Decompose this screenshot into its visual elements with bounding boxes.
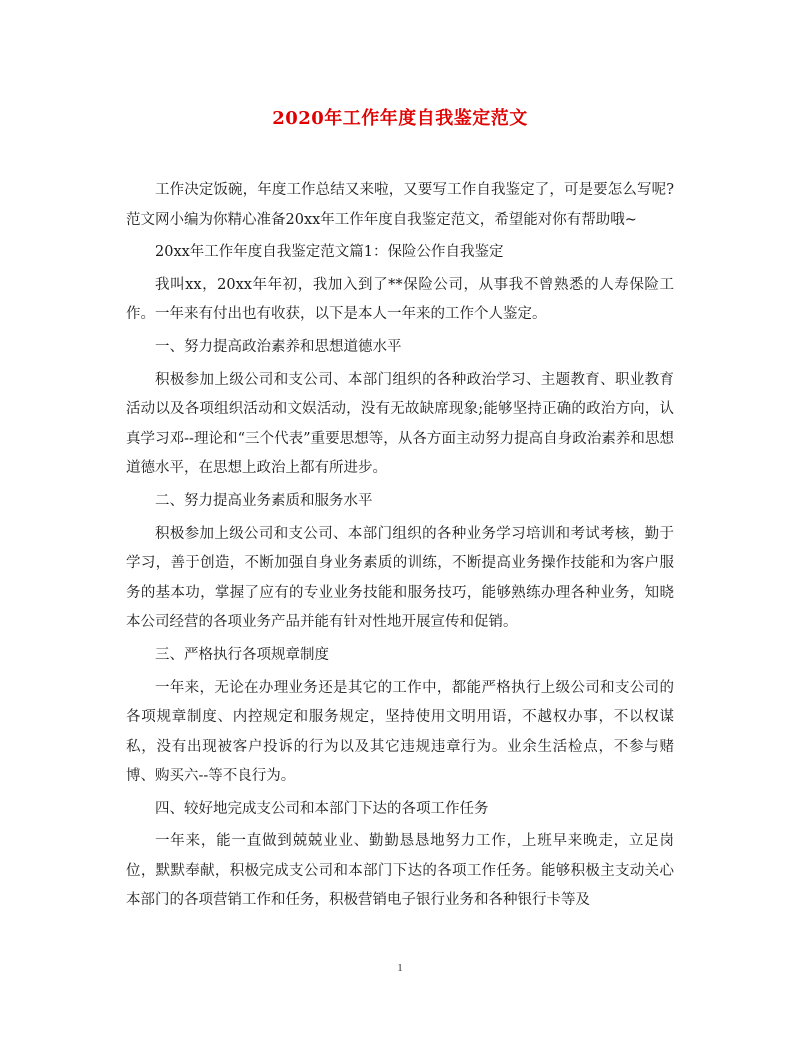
intro-paragraph: 工作决定饭碗，年度工作总结又来啦，又要写工作自我鉴定了，可是要怎么写呢?范文网小编为你精心准备20xx年工作年度自我鉴定范文，希望能对你有帮助哦~	[126, 182, 674, 228]
body-paragraph: 一年来，能一直做到兢兢业业、勤勤恳恳地努力工作，上班早来晚走，立足岗位，默默奉献，积极完成支公司和本部门下达的各项工作任务。能够积极主支动关心本部门的各项营销工作和任务，积极营销电子银行业务和各种银行卡等及	[126, 833, 674, 909]
document-body	[126, 176, 674, 919]
section-heading-4: 四、较好地完成支公司和本部门下达的各项工作任务	[155, 800, 489, 817]
article-heading: 20xx年工作年度自我鉴定范文篇1：保险公作自我鉴定	[155, 244, 504, 261]
body-paragraph: 我叫xx，20xx年年初，我加入到了**保险公司，从事我不曾熟悉的人寿保险工作。一年来有付出也有收获，以下是本人一年来的工作个人鉴定。	[126, 276, 674, 323]
section-heading-2: 二、努力提高业务素质和服务水平	[155, 492, 373, 509]
body-paragraph: 积极参加上级公司和支公司、本部门组织的各种业务学习培训和考试考核，勤于学习，善于创造，不断加强自身业务素质的训练，不断提高业务操作技能和为客户服务的基本功，掌握了应有的专业业务技能和服务技巧，能够熟练办理各种业务，知晓本公司经营的各项业务产品并能有针对性地开展宣传和促销。	[126, 525, 674, 631]
section-heading-1: 一、努力提高政治素养和思想道德水平	[155, 339, 402, 356]
document-title: 2020年工作年度自我鉴定范文	[272, 108, 528, 129]
body-paragraph: 一年来，无论在办理业务还是其它的工作中，都能严格执行上级公司和支公司的各项规章制度、内控规定和服务规定，坚持使用文明用语，不越权办事，不以权谋私，没有出现被客户投诉的行为以及其它违规违章行为。业余生活检点，不参与赌博、购买六--等不良行为。	[126, 679, 674, 784]
body-paragraph: 积极参加上级公司和支公司、本部门组织的各种政治学习、主题教育、职业教育活动以及各项组织活动和文娱活动，没有无故缺席现象;能够坚持正确的政治方向，认真学习邓--理论和“三个代表”重要思想等，从各方面主动努力提高自身政治素养和思想道德水平，在思想上政治上都有所进步。	[126, 371, 674, 477]
section-heading-3: 三、严格执行各项规章制度	[155, 646, 329, 663]
page-number: 1	[397, 962, 403, 974]
